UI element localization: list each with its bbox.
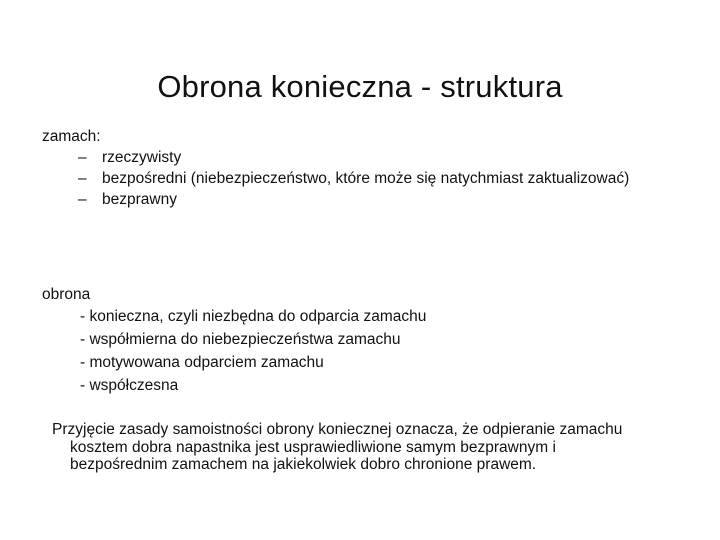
defense-features-list bbox=[42, 305, 682, 397]
dash-bullet: – bbox=[78, 191, 87, 208]
list-item: - konieczna, czyli niezbędna do odparcia zamachu bbox=[80, 308, 427, 325]
defense-heading: obrona bbox=[42, 286, 91, 303]
attack-section bbox=[42, 126, 682, 208]
list-item-text: bezpośredni (niebezpieczeństwo, które może się natychmiast zaktualizować) bbox=[102, 170, 630, 187]
list-item: - motywowana odparciem zamachu bbox=[80, 354, 324, 371]
list-item bbox=[42, 150, 682, 166]
attack-heading: zamach: bbox=[42, 128, 101, 145]
list-item-text: bezprawny bbox=[102, 191, 177, 208]
attack-features-list bbox=[42, 150, 682, 208]
list-item-text: rzeczywisty bbox=[102, 149, 182, 166]
dash-bullet: – bbox=[78, 149, 87, 166]
slide-title: Obrona konieczna - struktura bbox=[157, 68, 563, 104]
note-paragraph: Przyjęcie zasady samoistności obrony koniecznej oznacza, że odpieranie zamachu kosztem dobra napastnika jest usprawiedliwione samym bezprawnym i bezpośrednim zamachem na jakiekolwiek dobro chronione prawem. bbox=[52, 421, 623, 473]
defense-section bbox=[42, 284, 682, 397]
list-item: - współczesna bbox=[80, 377, 179, 394]
dash-bullet: – bbox=[78, 170, 87, 187]
note-section bbox=[52, 421, 652, 474]
list-item bbox=[42, 192, 682, 208]
list-item bbox=[42, 171, 682, 187]
list-item: - współmierna do niebezpieczeństwa zamachu bbox=[80, 331, 401, 348]
